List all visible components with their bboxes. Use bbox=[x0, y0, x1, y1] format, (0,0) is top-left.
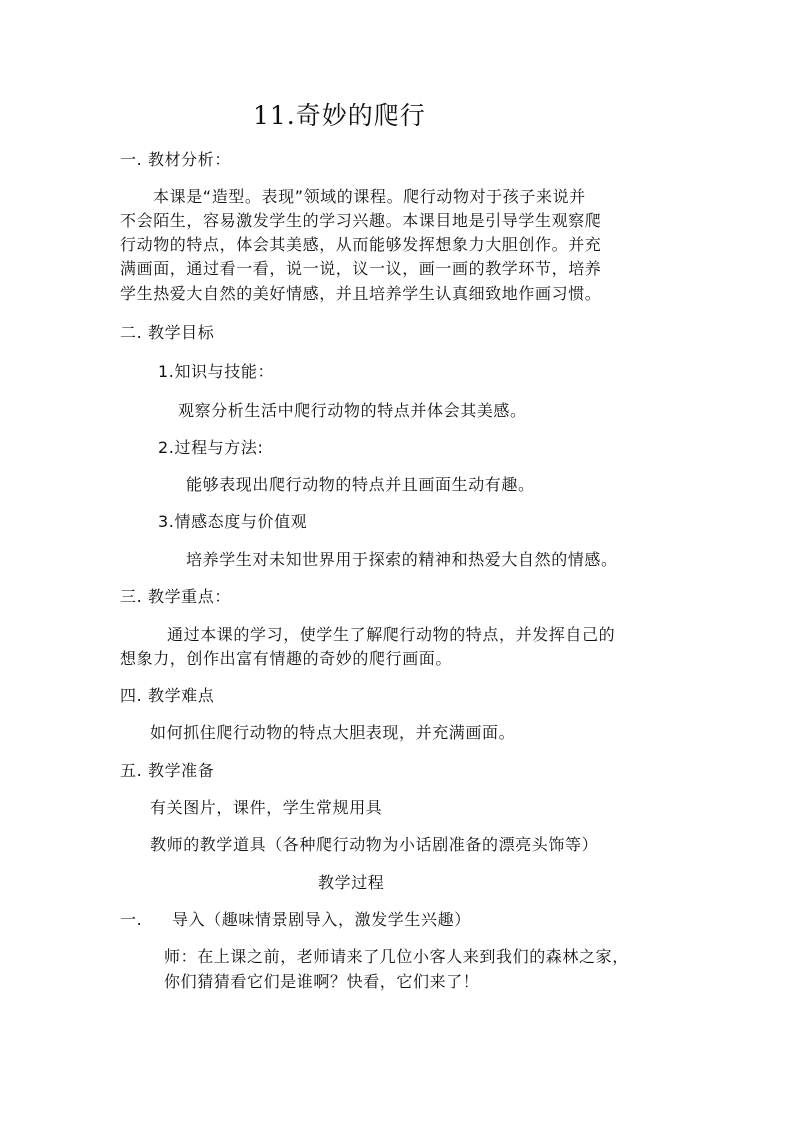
preparation-line-2: 教师的教学道具（各种爬行动物为小话剧准备的漂亮头饰等） bbox=[150, 835, 599, 854]
objective-3-label: 3.情感态度与价值观 bbox=[158, 512, 308, 531]
objective-3-text: 培养学生对未知世界用于探索的精神和热爱大自然的情感。 bbox=[186, 550, 618, 569]
objective-2-text: 能够表现出爬行动物的特点并且画面生动有趣。 bbox=[186, 475, 535, 494]
analysis-line-1: 本课是“造型。表现”领域的课程。爬行动物对于孩子来说并 bbox=[153, 187, 586, 206]
section-heading-analysis: 一. 教材分析： bbox=[120, 150, 231, 169]
step-1-heading: 导入（趣味情景剧导入，激发学生兴趣） bbox=[172, 910, 471, 929]
section-heading-preparation: 五. 教学准备 bbox=[120, 761, 215, 780]
objective-1-text: 观察分析生活中爬行动物的特点并体会其美感。 bbox=[178, 401, 527, 420]
analysis-line-5: 学生热爱大自然的美好情感，并且培养学生认真细致地作画习惯。 bbox=[120, 284, 602, 303]
objective-2-label: 2.过程与方法: bbox=[158, 438, 264, 457]
section-heading-key-points: 三. 教学重点： bbox=[120, 587, 231, 606]
key-points-line-2: 想象力，创作出富有情趣的奇妙的爬行画面。 bbox=[120, 649, 453, 668]
section-heading-difficulties: 四. 教学难点 bbox=[120, 686, 215, 705]
section-heading-objectives: 二. 教学目标 bbox=[120, 323, 215, 342]
key-points-line-1: 通过本课的学习，使学生了解爬行动物的特点，并发挥自己的 bbox=[167, 625, 616, 644]
objective-1-label: 1.知识与技能： bbox=[158, 362, 275, 381]
difficulties-text: 如何抓住爬行动物的特点大胆表现，并充满画面。 bbox=[150, 723, 516, 742]
step-1-number: 一. bbox=[120, 910, 143, 929]
step-1-line-2: 你们猜猜看它们是谁啊？快看，它们来了！ bbox=[164, 972, 480, 991]
preparation-line-1: 有关图片，课件，学生常规用具 bbox=[150, 798, 383, 817]
analysis-line-3: 行动物的特点，体会其美感，从而能够发挥想象力大胆创作。并充 bbox=[120, 235, 602, 254]
step-1-line-1: 师：在上课之前，老师请来了几位小客人来到我们的森林之家， bbox=[164, 947, 629, 966]
process-heading: 教学过程 bbox=[318, 873, 385, 892]
analysis-line-4: 满画面，通过看一看，说一说，议一议，画一画的教学环节，培养 bbox=[120, 259, 602, 278]
analysis-line-2: 不会陌生，容易激发学生的学习兴趣。本课目地是引导学生观察爬 bbox=[120, 211, 602, 230]
lesson-title: 11.奇妙的爬行 bbox=[253, 101, 426, 130]
